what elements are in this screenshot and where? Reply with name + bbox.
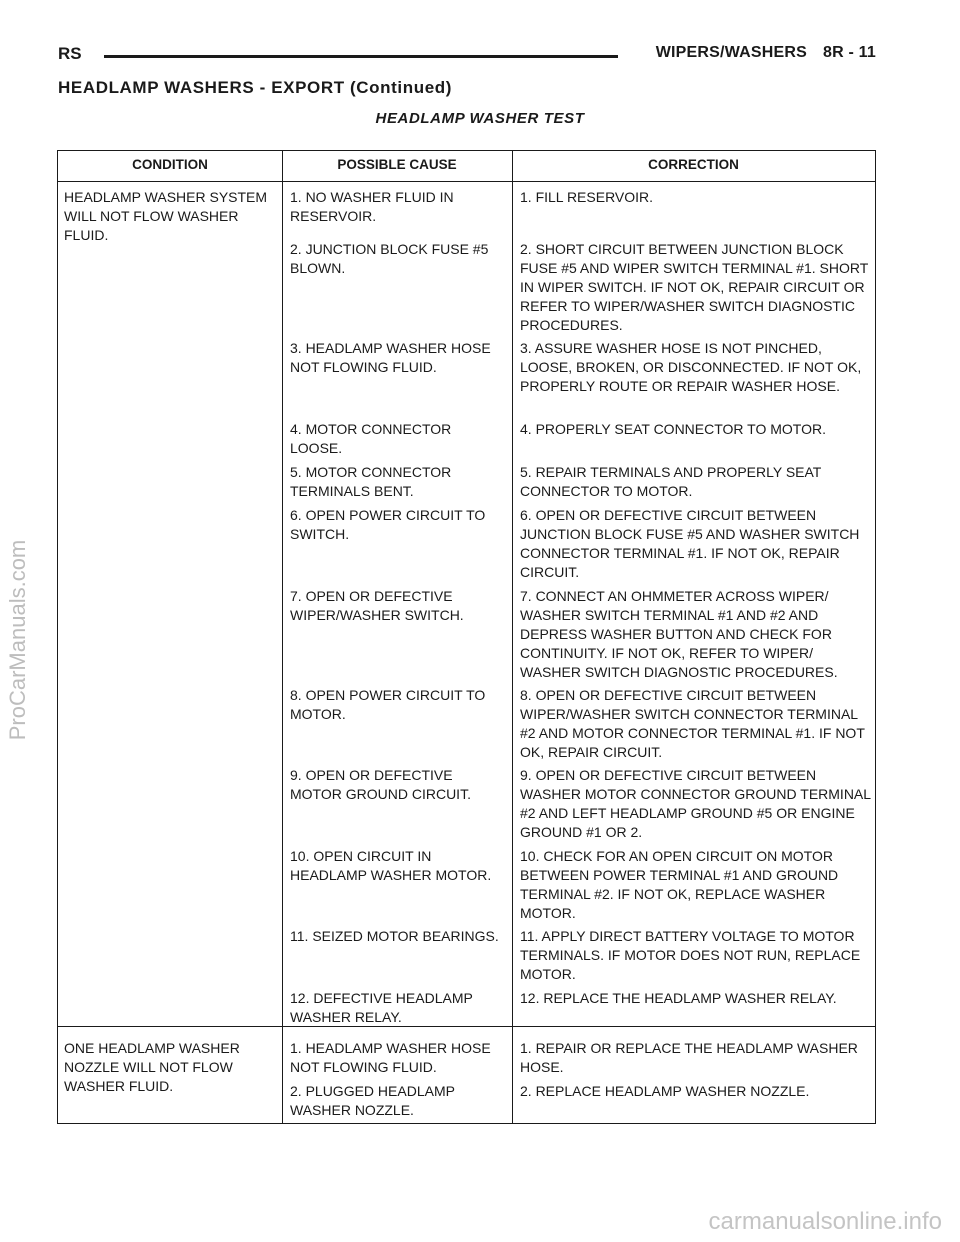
cause-cell: 12. DEFECTIVE HEADLAMP WASHER RELAY. [290,990,473,1025]
cause-cell: 6. OPEN POWER CIRCUIT TO SWITCH. [290,507,486,542]
diagnostic-table [57,150,876,1124]
cause-cell: 5. MOTOR CONNECTOR TERMINALS BENT. [290,464,452,499]
condition-cell: HEADLAMP WASHER SYSTEM WILL NOT FLOW WASHER FLUID. [64,189,268,243]
cause-cell: 8. OPEN POWER CIRCUIT TO MOTOR. [290,687,486,722]
header-rule [104,55,618,58]
header-divider [58,181,875,182]
cause-cell: 2. JUNCTION BLOCK FUSE #5 BLOWN. [290,241,489,276]
correction-cell: 8. OPEN OR DEFECTIVE CIRCUIT BETWEEN WIPER/WASHER SWITCH CONNECTOR TERMINAL #2 AND MOTOR CONNECTOR TERMINAL #1. IF NOT OK, REPAIR CIRCUIT. [520,687,865,760]
correction-cell: 11. APPLY DIRECT BATTERY VOLTAGE TO MOTOR TERMINALS. IF MOTOR DOES NOT RUN, REPLACE MOTOR. [520,928,861,982]
header-section-name: WIPERS/WASHERS [655,44,807,61]
correction-cell: 4. PROPERLY SEAT CONNECTOR TO MOTOR. [520,421,826,437]
correction-cell: 2. SHORT CIRCUIT BETWEEN JUNCTION BLOCK FUSE #5 AND WIPER SWITCH TERMINAL #1. SHORT IN WIPER SWITCH. IF NOT OK, REPAIR CIRCUIT OR REFER TO WIPER/WASHER SWITCH DIAGNOSTIC PROCEDURES. [520,241,868,333]
correction-cell: 1. FILL RESERVOIR. [520,189,654,205]
cause-cell: 11. SEIZED MOTOR BEARINGS. [290,928,499,944]
correction-cell: 10. CHECK FOR AN OPEN CIRCUIT ON MOTOR BETWEEN POWER TERMINAL #1 AND GROUND TERMINAL #2. IF NOT OK, REPLACE WASHER MOTOR. [520,848,839,921]
column-divider [282,151,283,1123]
cause-cell: 9. OPEN OR DEFECTIVE MOTOR GROUND CIRCUIT. [290,767,471,802]
page-header [58,44,876,70]
column-header-possible-cause: POSSIBLE CAUSE [337,157,457,172]
correction-cell: 3. ASSURE WASHER HOSE IS NOT PINCHED, LOOSE, BROKEN, OR DISCONNECTED. IF NOT OK, PROPERLY ROUTE OR REPAIR WASHER HOSE. [520,340,862,394]
table-title: HEADLAMP WASHER TEST [375,110,585,127]
cause-cell: 1. HEADLAMP WASHER HOSE NOT FLOWING FLUID. [290,1040,491,1075]
correction-cell: 5. REPAIR TERMINALS AND PROPERLY SEAT CONNECTOR TO MOTOR. [520,464,822,499]
column-header-condition: CONDITION [132,157,208,172]
bottom-watermark: carmanualsonline.info [708,1208,942,1235]
cause-cell: 10. OPEN CIRCUIT IN HEADLAMP WASHER MOTOR. [290,848,492,883]
column-divider [512,151,513,1123]
correction-cell: 7. CONNECT AN OHMMETER ACROSS WIPER/ WASHER SWITCH TERMINAL #1 AND #2 AND DEPRESS WASHER BUTTON AND CHECK FOR CONTINUITY. IF NOT OK, REFER TO WIPER/ WASHER SWITCH DIAGNOSTIC PROCEDURES. [520,588,838,680]
cause-cell: 2. PLUGGED HEADLAMP WASHER NOZZLE. [290,1083,455,1118]
column-header-correction: CORRECTION [648,157,739,172]
side-watermark [0,0,34,1242]
cause-cell: 7. OPEN OR DEFECTIVE WIPER/WASHER SWITCH. [290,588,464,623]
cause-cell: 3. HEADLAMP WASHER HOSE NOT FLOWING FLUID. [290,340,491,375]
side-watermark-text: ProCarManuals.com [5,539,30,741]
correction-cell: 2. REPLACE HEADLAMP WASHER NOZZLE. [520,1083,810,1099]
condition-cell: ONE HEADLAMP WASHER NOZZLE WILL NOT FLOW WASHER FLUID. [64,1040,240,1094]
correction-cell: 1. REPAIR OR REPLACE THE HEADLAMP WASHER HOSE. [520,1040,858,1075]
header-section [656,44,876,62]
section-title: HEADLAMP WASHERS - EXPORT (Continued) [58,78,452,97]
correction-cell: 12. REPLACE THE HEADLAMP WASHER RELAY. [520,990,837,1006]
cause-cell: 1. NO WASHER FLUID IN RESERVOIR. [290,189,454,224]
correction-cell: 6. OPEN OR DEFECTIVE CIRCUIT BETWEEN JUNCTION BLOCK FUSE #5 AND WASHER SWITCH CONNECTOR TERMINAL #1. IF NOT OK, REPAIR CIRCUIT. [520,507,860,580]
cause-cell: 4. MOTOR CONNECTOR LOOSE. [290,421,452,456]
header-page-number: 8R - 11 [823,44,876,61]
header-model-code: RS [58,44,82,63]
correction-cell: 9. OPEN OR DEFECTIVE CIRCUIT BETWEEN WASHER MOTOR CONNECTOR GROUND TERMINAL #2 AND LEFT HEADLAMP GROUND #5 OR ENGINE GROUND #1 OR 2. [520,767,871,840]
